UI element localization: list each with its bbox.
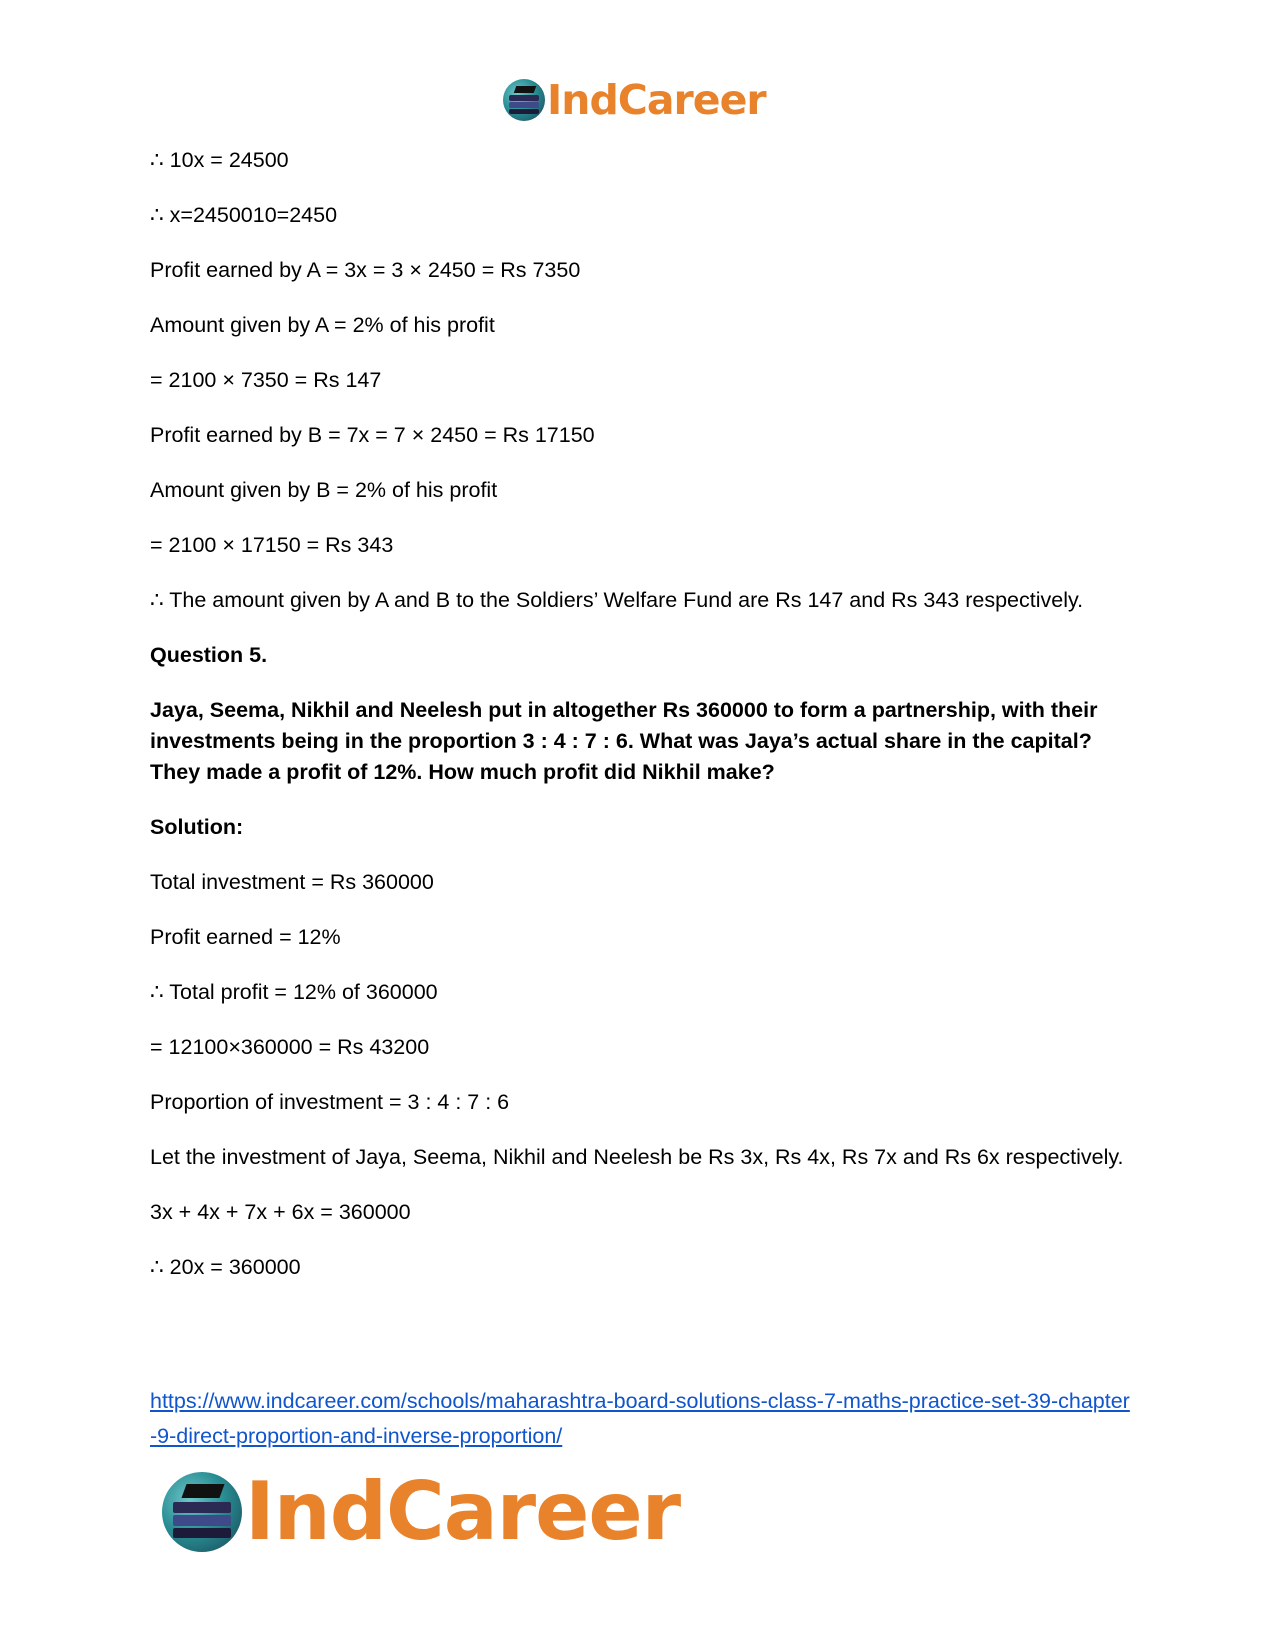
header-logo-text: IndCareer [547, 75, 766, 124]
document-body [150, 145, 1130, 1307]
body-line: Profit earned by B = 7x = 7 × 2450 = Rs 17150 [150, 423, 595, 447]
body-line: = 2100 × 7350 = Rs 147 [150, 368, 382, 392]
footer-logo [162, 1465, 681, 1558]
graduation-cap-globe-icon [162, 1472, 242, 1552]
footer-logo-text: IndCareer [245, 1465, 681, 1558]
body-line: Profit earned by A = 3x = 3 × 2450 = Rs 7350 [150, 258, 581, 282]
graduation-cap-globe-icon [503, 79, 545, 121]
question-label: Question 5. [150, 643, 268, 667]
header-logo [503, 75, 766, 124]
source-link[interactable]: https://www.indcareer.com/schools/maharashtra-board-solutions-class-7-maths-practice-set-39-chapter-9-direct-proportion-and-inverse-proportion/ [150, 1389, 1130, 1448]
body-line: ∴ x=2450010=2450 [150, 203, 338, 227]
solution-line: Total investment = Rs 360000 [150, 870, 434, 894]
solution-line: ∴ Total profit = 12% of 360000 [150, 980, 438, 1004]
solution-line: Proportion of investment = 3 : 4 : 7 : 6 [150, 1090, 510, 1114]
question-text: Jaya, Seema, Nikhil and Neelesh put in altogether Rs 360000 to form a partnership, with their investments being in the proportion 3 : 4 : 7 : 6. What was Jaya’s actual share in the capital? They made a profit of 12%. How much profit did Nikhil make? [150, 698, 1098, 784]
body-line: Amount given by A = 2% of his profit [150, 313, 495, 337]
solution-label: Solution: [150, 815, 244, 839]
body-line: ∴ The amount given by A and B to the Soldiers’ Welfare Fund are Rs 147 and Rs 343 respectively. [150, 588, 1084, 612]
solution-line: ∴ 20x = 360000 [150, 1255, 301, 1279]
body-line: ∴ 10x = 24500 [150, 148, 289, 172]
body-line: Amount given by B = 2% of his profit [150, 478, 498, 502]
solution-line: Let the investment of Jaya, Seema, Nikhil and Neelesh be Rs 3x, Rs 4x, Rs 7x and Rs 6x respectively. [150, 1145, 1124, 1169]
body-line: = 2100 × 17150 = Rs 343 [150, 533, 394, 557]
solution-line: = 12100×360000 = Rs 43200 [150, 1035, 430, 1059]
solution-line: 3x + 4x + 7x + 6x = 360000 [150, 1200, 411, 1224]
solution-line: Profit earned = 12% [150, 925, 341, 949]
